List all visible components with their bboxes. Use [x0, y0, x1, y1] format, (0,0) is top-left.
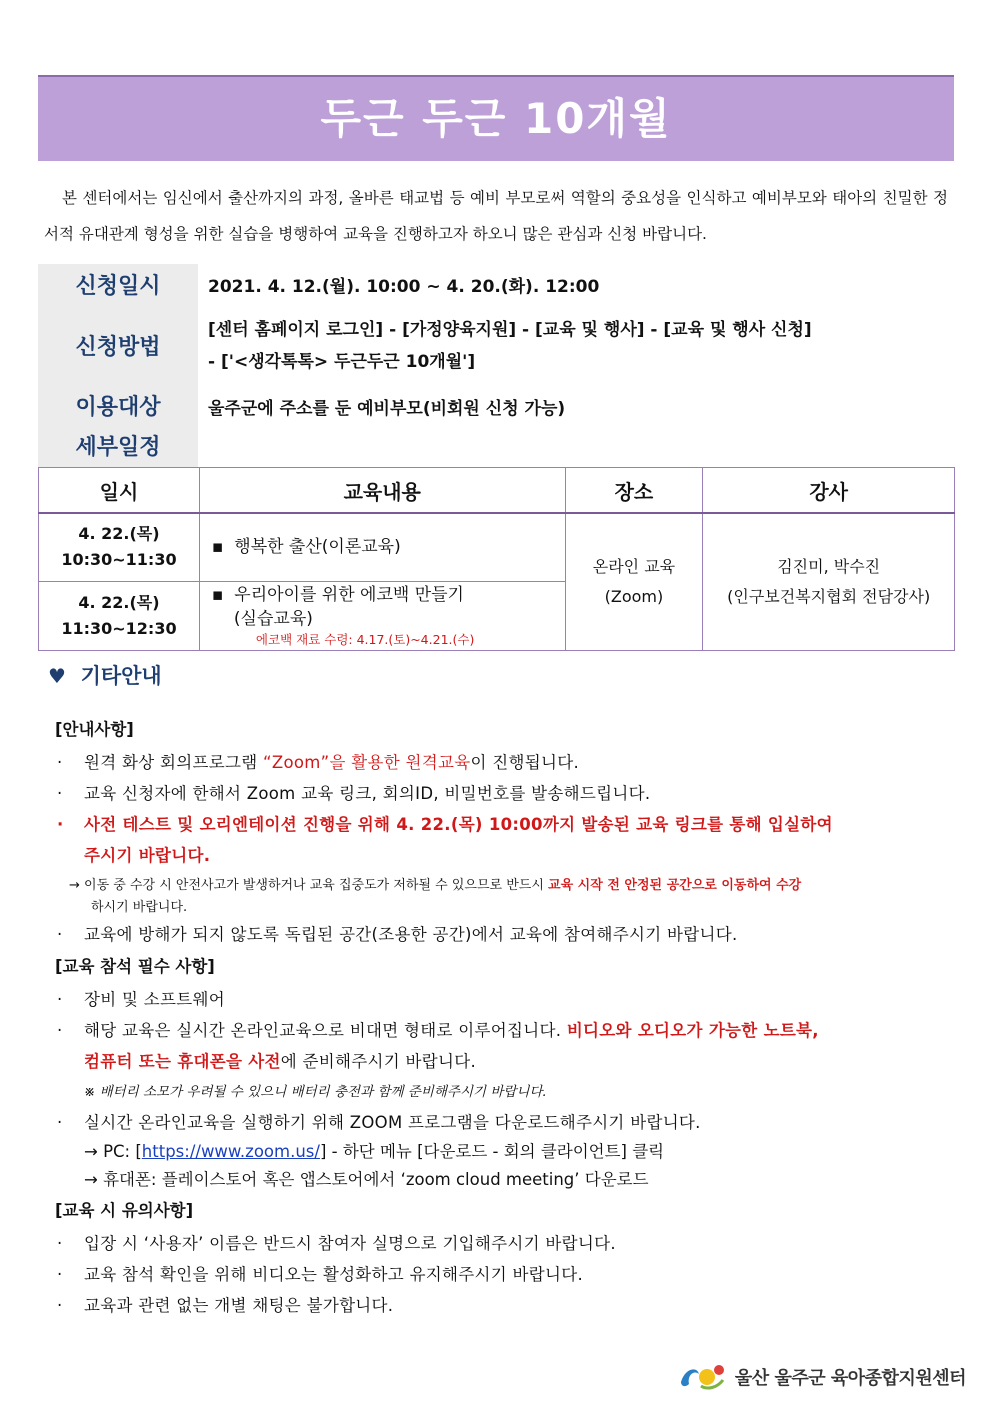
bullet: · — [57, 784, 63, 803]
list-item — [55, 1107, 950, 1138]
page-title: 두근 두근 10개월 — [320, 94, 672, 143]
instructor-line1: 김진미, 박수진 — [777, 556, 881, 576]
schedule-label: 세부일정 — [38, 429, 198, 467]
apply-method-line2: - ['<생각톡톡> 두근두근 10개월'] — [208, 352, 476, 372]
note1-b: 이 진행됩니다. — [470, 753, 580, 772]
header-content: 교육내용 — [199, 468, 565, 514]
target-value: 울주군에 주소를 둔 예비부모(비회원 신청 가능) — [208, 399, 566, 419]
row1-date-cell — [39, 513, 200, 581]
schedule-table — [38, 467, 955, 651]
note6: 장비 및 소프트웨어 — [84, 990, 226, 1009]
apply-method-line1: [센터 홈페이지 로그인] - [가정양육지원] - [교육 및 행사] - [교육 및 행사 신청] — [208, 320, 812, 340]
note2: 교육 신청자에 한해서 Zoom 교육 링크, 회의ID, 비밀번호를 발송해드립니다. — [84, 784, 651, 803]
list-item — [55, 809, 950, 871]
note3-line2: 주시기 바랍니다. — [84, 846, 211, 865]
apply-date-value: 2021. 4. 12.(월). 10:00 ~ 4. 20.(화). 12:00 — [208, 277, 600, 297]
note1-red: “Zoom”을 활용한 원격교육 — [263, 753, 471, 772]
note7-red1: 비디오와 오디오가 가능한 노트북, — [566, 1021, 819, 1040]
note10-b: ] - 하단 메뉴 [다운로드 - 회의 클라이언트] 클릭 — [319, 1142, 665, 1161]
bullet: · — [57, 1113, 63, 1132]
row1-time: 10:30~11:30 — [61, 550, 177, 570]
row2-content-line2: (실습교육) — [233, 608, 313, 629]
row1-content-cell — [199, 513, 565, 581]
note12: 입장 시 ‘사용자’ 이름은 반드시 참여자 실명으로 기입해주시기 바랍니다. — [84, 1234, 616, 1253]
center-logo-icon — [677, 1362, 727, 1392]
bullet: · — [57, 1296, 63, 1315]
bullet: · — [57, 925, 63, 944]
square-bullet-icon: ▪ — [211, 537, 224, 558]
row2-time: 11:30~12:30 — [61, 618, 177, 638]
notes-header-guide: [안내사항] — [55, 720, 134, 739]
note10-a: → PC: [ — [84, 1142, 142, 1161]
list-item — [55, 875, 950, 919]
note5: 교육에 방해가 되지 않도록 독립된 공간(조용한 공간)에서 교육에 참여해주시기 바랍니다. — [84, 925, 738, 944]
list-item — [55, 1259, 950, 1290]
note10 — [55, 1138, 950, 1166]
list-item — [55, 1290, 950, 1321]
note14: 교육과 관련 없는 개별 채팅은 불가합니다. — [84, 1296, 394, 1315]
notes-header-required: [교육 참석 필수 사항] — [55, 957, 215, 976]
note4-red: 교육 시작 전 안정된 공간으로 이동하여 수강 — [548, 878, 802, 893]
instructor-line2: (인구보건복지협회 전담강사) — [727, 586, 931, 606]
row2-note: 에코백 재료 수령: 4.17.(토)~4.21.(수) — [255, 631, 475, 647]
notes-section — [55, 713, 950, 1321]
note7-b: 에 준비해주시기 바랍니다. — [280, 1052, 477, 1071]
square-bullet-icon: ▪ — [211, 584, 224, 605]
etc-heading-text: 기타안내 — [80, 664, 162, 688]
notes-header-caution: [교육 시 유의사항] — [55, 1201, 194, 1220]
row2-content-cell — [199, 581, 565, 650]
zoom-link[interactable]: https://www.zoom.us/ — [141, 1142, 320, 1161]
footer-text: 울산 울주군 육아종합지원센터 — [734, 1368, 966, 1389]
intro-paragraph: 본 센터에서는 임신에서 출산까지의 과정, 올바른 태교법 등 예비 부모로써 역할의 중요성을 인식하고 예비부모와 태아의 친밀한 정서적 유대관계 형성을 위한 실습을 병행하여 교육을 진행하고자 하오니 많은 관심과 신청 바랍니다. — [44, 189, 948, 243]
bullet: · — [57, 1021, 63, 1040]
list-item — [55, 984, 950, 1015]
note13: 교육 참석 확인을 위해 비디오는 활성화하고 유지해주시기 바랍니다. — [84, 1265, 584, 1284]
list-item — [55, 1228, 950, 1259]
note1-a: 원격 화상 회의프로그램 — [84, 753, 264, 772]
list-item — [55, 919, 950, 950]
note11: → 휴대폰: 플레이스토어 혹은 앱스토어에서 ‘zoom cloud meeting’ 다운로드 — [84, 1170, 649, 1189]
row2-date-cell — [39, 581, 200, 650]
place-line1: 온라인 교육 — [592, 556, 676, 576]
etc-heading — [48, 660, 162, 690]
place-cell — [565, 513, 703, 650]
row2-date: 4. 22.(목) — [78, 592, 160, 612]
header-instructor: 강사 — [703, 468, 955, 514]
heart-icon: ♥ — [48, 664, 66, 688]
bullet: · — [57, 815, 64, 834]
note8: ※ 배터리 소모가 우려될 수 있으니 배터리 충전과 함께 준비해주시기 바랍니다. — [84, 1084, 547, 1100]
bullet: · — [57, 1234, 63, 1253]
list-item — [55, 1015, 950, 1077]
table-row — [39, 513, 955, 581]
header-date: 일시 — [39, 468, 200, 514]
schedule-header-row — [39, 468, 955, 514]
instructor-cell — [703, 513, 955, 650]
note4-b: 하시기 바랍니다. — [91, 900, 188, 915]
list-item — [55, 747, 950, 778]
bullet: · — [57, 990, 63, 1009]
place-line2: (Zoom) — [604, 586, 664, 606]
note3-line1: 사전 테스트 및 오리엔테이션 진행을 위해 4. 22.(목) 10:00까지 발송된 교육 링크를 통해 입실하여 — [84, 815, 833, 834]
title-banner — [38, 75, 954, 161]
row2-content-line1: 우리아이를 위한 에코백 만들기 — [234, 584, 464, 605]
apply-method-value — [208, 314, 812, 378]
footer — [677, 1362, 966, 1392]
header-place: 장소 — [565, 468, 703, 514]
list-item — [55, 778, 950, 809]
apply-method-label: 신청방법 — [38, 309, 198, 387]
bullet: · — [57, 753, 63, 772]
bullet: · — [57, 1265, 63, 1284]
note7-red2: 컴퓨터 또는 휴대폰을 사전 — [84, 1052, 281, 1071]
note4-a: → 이동 중 수강 시 안전사고가 발생하거나 교육 집중도가 저하될 수 있으므로 반드시 — [69, 878, 549, 893]
note9: 실시간 온라인교육을 실행하기 위해 ZOOM 프로그램을 다운로드해주시기 바랍니다. — [84, 1113, 701, 1132]
note7-a: 해당 교육은 실시간 온라인교육으로 비대면 형태로 이루어집니다. — [84, 1021, 567, 1040]
apply-date-label: 신청일시 — [38, 264, 198, 309]
target-label: 이용대상 — [38, 387, 198, 429]
row1-content: 행복한 출산(이론교육) — [234, 537, 401, 558]
row1-date: 4. 22.(목) — [78, 524, 160, 544]
